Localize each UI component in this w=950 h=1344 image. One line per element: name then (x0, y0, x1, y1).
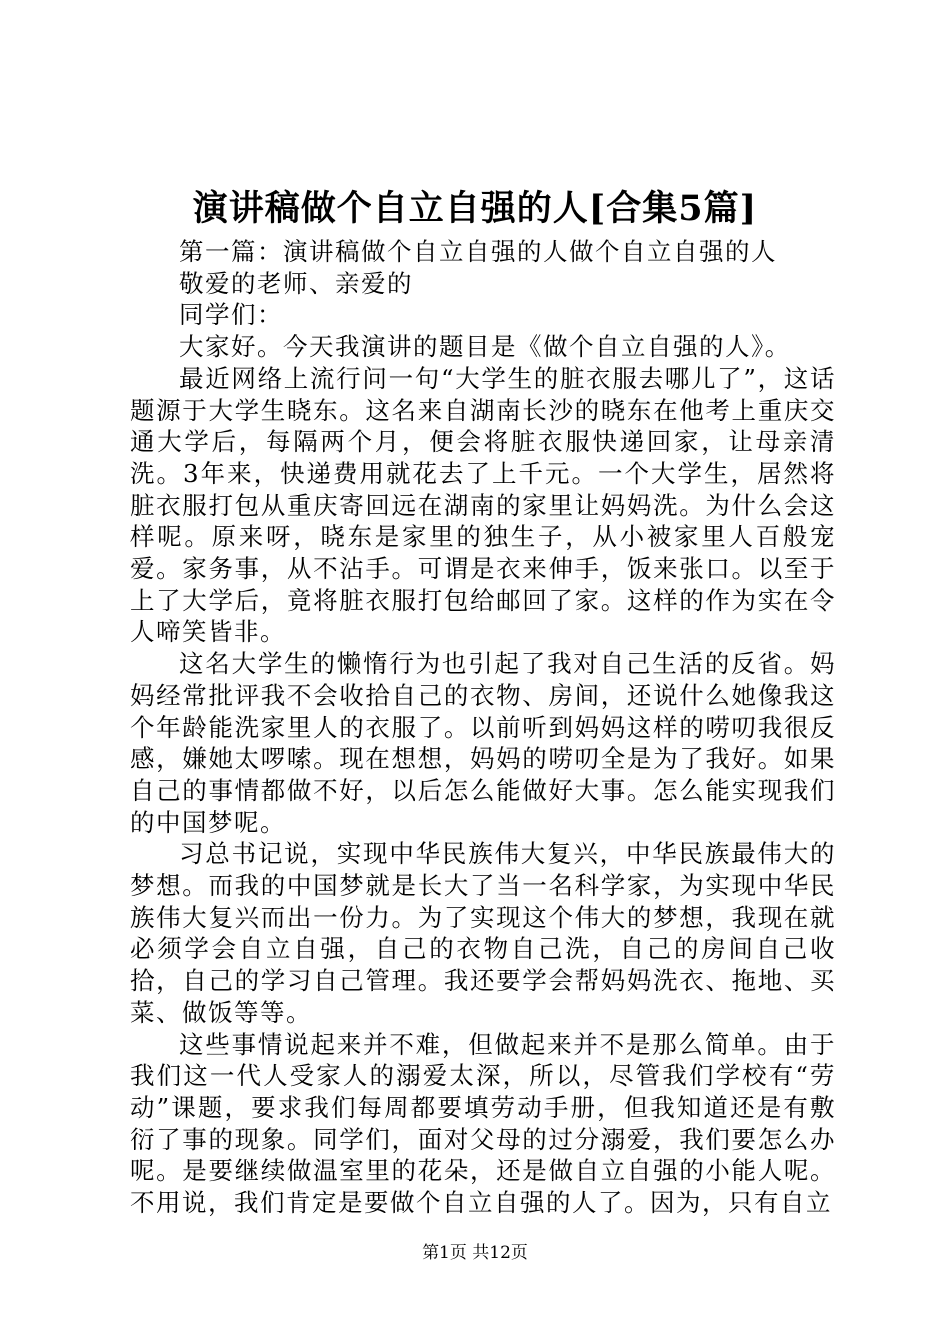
paragraph: 这些事情说起来并不难，但做起来并不是那么简单。由于我们这一代人受家人的溺爱太深，所以，尽管我们学校有“劳动”课题，要求我们每周都要填劳动手册，但我知道还是有敷衍了事的现象。同学们，面对父母的过分溺爱，我们要怎么办呢。是要继续做温室里的花朵，还是做自立自强的小能人呢。不用说，我们肯定是要做个自立自强的人了。因为，只有自立 (130, 1029, 836, 1218)
paragraph: 最近网络上流行问一句“大学生的脏衣服去哪儿了”，这话题源于大学生晓东。这名来自湖南长沙的晓东在他考上重庆交通大学后，每隔两个月，便会将脏衣服快递回家，让母亲清洗。3年来，快递费用就花去了上千元。一个大学生，居然将脏衣服打包从重庆寄回远在湖南的家里让妈妈洗。为什么会这样呢。原来呀，晓东是家里的独生子，从小被家里人百般宠爱。家务事，从不沾手。可谓是衣来伸手，饭来张口。以至于上了大学后，竟将脏衣服打包给邮回了家。这样的作为实在令人啼笑皆非。 (130, 363, 836, 647)
paragraph-salutation-continued: 同学们： (179, 300, 283, 330)
page-footer: 第1页 共12页 (422, 1243, 528, 1263)
paragraph-heading: 第一篇：演讲稿做个自立自强的人做个自立自强的人 (179, 237, 777, 266)
paragraph: 习总书记说，实现中华民族伟大复兴，中华民族最伟大的梦想。而我的中国梦就是长大了当一名科学家，为实现中华民族伟大复兴而出一份力。为了实现这个伟大的梦想，我现在就必须学会自立自强，自己的衣物自己洗，自己的房间自己收拾，自己的学习自己管理。我还要学会帮妈妈洗衣、拖地、买菜、做饭等等。 (130, 839, 836, 1027)
document-title: 演讲稿做个自立自强的人[合集5篇] (192, 188, 758, 229)
paragraph: 这名大学生的懒惰行为也引起了我对自己生活的反省。妈妈经常批评我不会收拾自己的衣物、房间，还说什么她像我这个年龄能洗家里人的衣服了。以前听到妈妈这样的唠叨我很反感，嫌她太啰嗦。现在想想，妈妈的唠叨全是为了我好。如果自己的事情都做不好，以后怎么能做好大事。怎么能实现我们的中国梦呢。 (130, 649, 836, 837)
paragraph-salutation: 敬爱的老师、亲爱的 (179, 268, 413, 298)
paragraph-greeting: 大家好。今天我演讲的题目是《做个自立自强的人》。 (179, 332, 791, 362)
document-body (130, 236, 836, 1219)
